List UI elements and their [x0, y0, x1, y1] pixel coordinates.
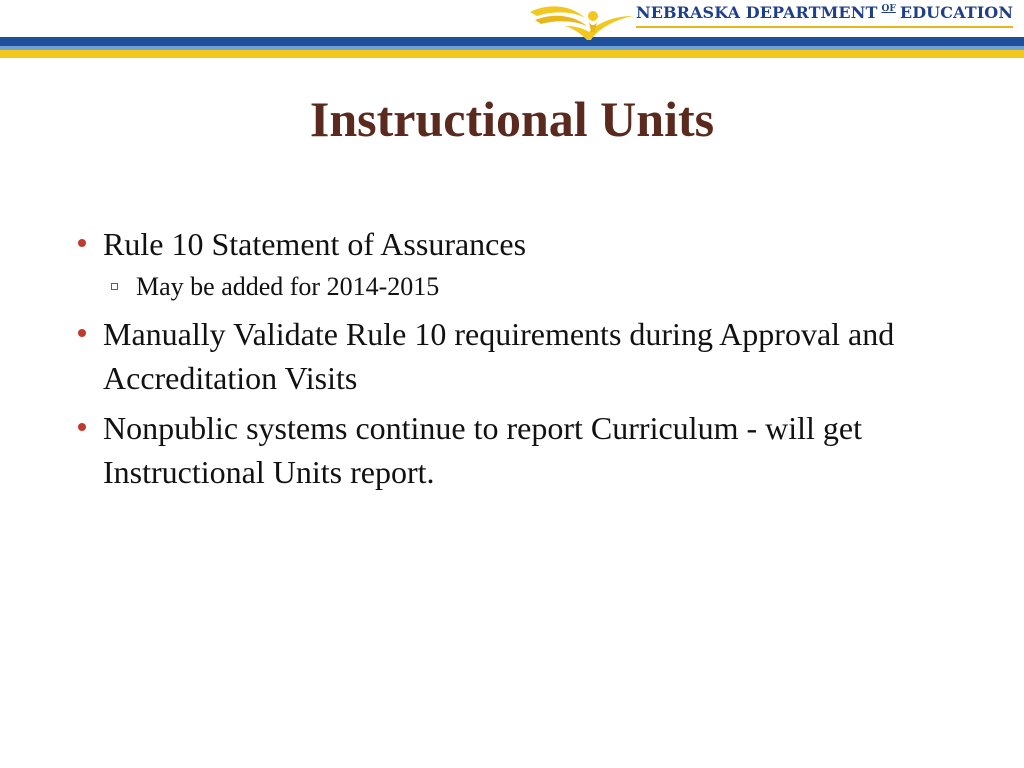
sub-bullet-item [78, 270, 928, 304]
header-stripe-blue [0, 37, 1024, 46]
bullet-dot-icon [78, 329, 86, 337]
bullet-list [78, 222, 928, 500]
org-name-part-2: EDUCATION [899, 3, 1014, 22]
bullet-text: Manually Validate Rule 10 requirements during Approval and Accreditation Visits [103, 316, 895, 396]
bullet-text: Nonpublic systems continue to report Curriculum - will get Instructional Units report. [103, 410, 862, 490]
header-stripe-yellow [0, 50, 1024, 58]
bullet-item [78, 406, 928, 494]
sub-bullet-text: May be added for 2014-2015 [136, 272, 440, 301]
nebraska-ed-logo-icon [525, 0, 635, 44]
slide-title: Instructional Units [309, 91, 715, 147]
bullet-item [78, 312, 928, 400]
organization-name [636, 3, 1013, 28]
bullet-dot-icon [78, 239, 86, 247]
org-name-part-1: NEBRASKA DEPARTMENT [636, 3, 878, 22]
org-name-of: OF [881, 4, 896, 14]
bullet-item [78, 222, 928, 266]
bullet-dot-icon [78, 423, 86, 431]
sub-bullet-square-icon [111, 283, 118, 290]
bullet-text: Rule 10 Statement of Assurances [103, 226, 527, 262]
